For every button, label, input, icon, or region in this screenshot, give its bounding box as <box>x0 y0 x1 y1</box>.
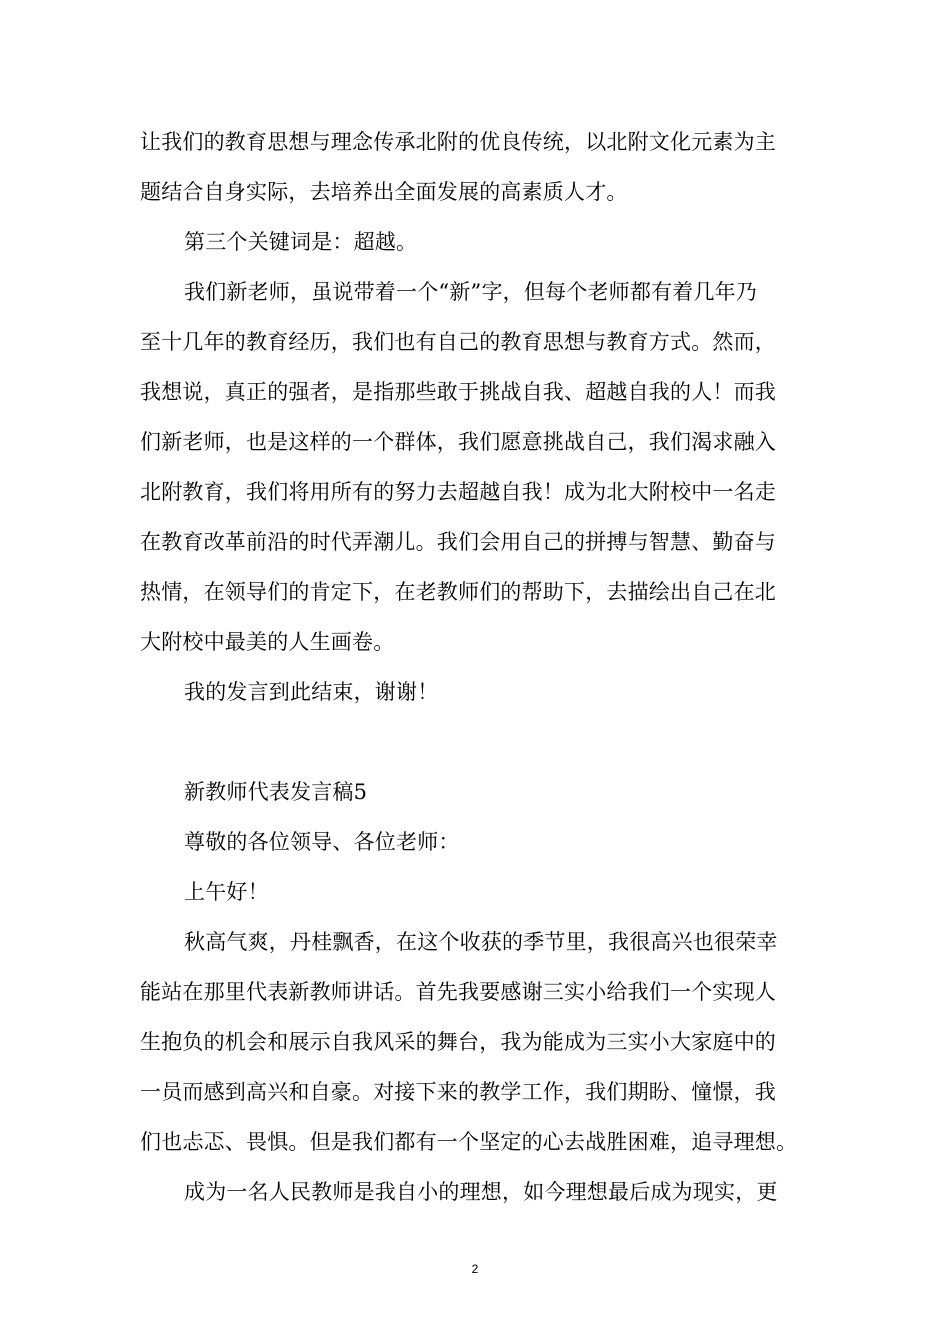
text-line: 在教育改革前沿的时代弄潮儿。我们会用自己的拼搏与智慧、勤奋与 <box>140 530 776 554</box>
closing-line: 我的发言到此结束，谢谢！ <box>184 680 439 704</box>
salutation: 尊敬的各位领导、各位老师： <box>184 830 460 854</box>
text-line: 北附教育，我们将用所有的努力去超越自我！成为北大附校中一名走 <box>140 480 776 504</box>
text-line: 至十几年的教育经历，我们也有自己的教育思想与教育方式。然而， <box>140 330 776 354</box>
paragraph-start-line: 我们新老师，虽说带着一个“新”字，但每个老师都有着几年乃 <box>184 280 758 304</box>
text-line: 能站在那里代表新教师讲话。首先我要感谢三实小给我们一个实现人 <box>140 980 776 1004</box>
text-line: 生抱负的机会和展示自我风采的舞台，我为能成为三实小大家庭中的 <box>140 1030 776 1054</box>
text-line: 们新老师，也是这样的一个群体，我们愿意挑战自己，我们渴求融入 <box>140 430 776 454</box>
text-line: 我想说，真正的强者，是指那些敢于挑战自我、超越自我的人！而我 <box>140 380 776 404</box>
greeting: 上午好！ <box>184 880 269 904</box>
text-line: 题结合自身实际，去培养出全面发展的高素质人才。 <box>140 180 628 204</box>
paragraph-start-line: 成为一名人民教师是我自小的理想，如今理想最后成为现实，更 <box>184 1180 778 1204</box>
text-line: 让我们的教育思想与理念传承北附的优良传统，以北附文化元素为主 <box>140 130 776 154</box>
page-number: 2 <box>471 1262 479 1276</box>
text-line: 一员而感到高兴和自豪。对接下来的教学工作，我们期盼、憧憬，我 <box>140 1080 776 1104</box>
text-line: 们也忐忑、畏惧。但是我们都有一个坚定的心去战胜困难，追寻理想。 <box>140 1130 798 1154</box>
section-gap <box>140 717 820 767</box>
paragraph-start-line: 秋高气爽，丹桂飘香，在这个收获的季节里，我很高兴也很荣幸 <box>184 930 778 954</box>
document-body <box>140 117 820 1217</box>
text-line: 大附校中最美的人生画卷。 <box>140 630 395 654</box>
section-title: 新教师代表发言稿5 <box>184 780 368 804</box>
text-line: 热情，在领导们的肯定下，在老教师们的帮助下，去描绘出自己在北 <box>140 580 776 604</box>
paragraph-start-line: 第三个关键词是：超越。 <box>184 230 418 254</box>
